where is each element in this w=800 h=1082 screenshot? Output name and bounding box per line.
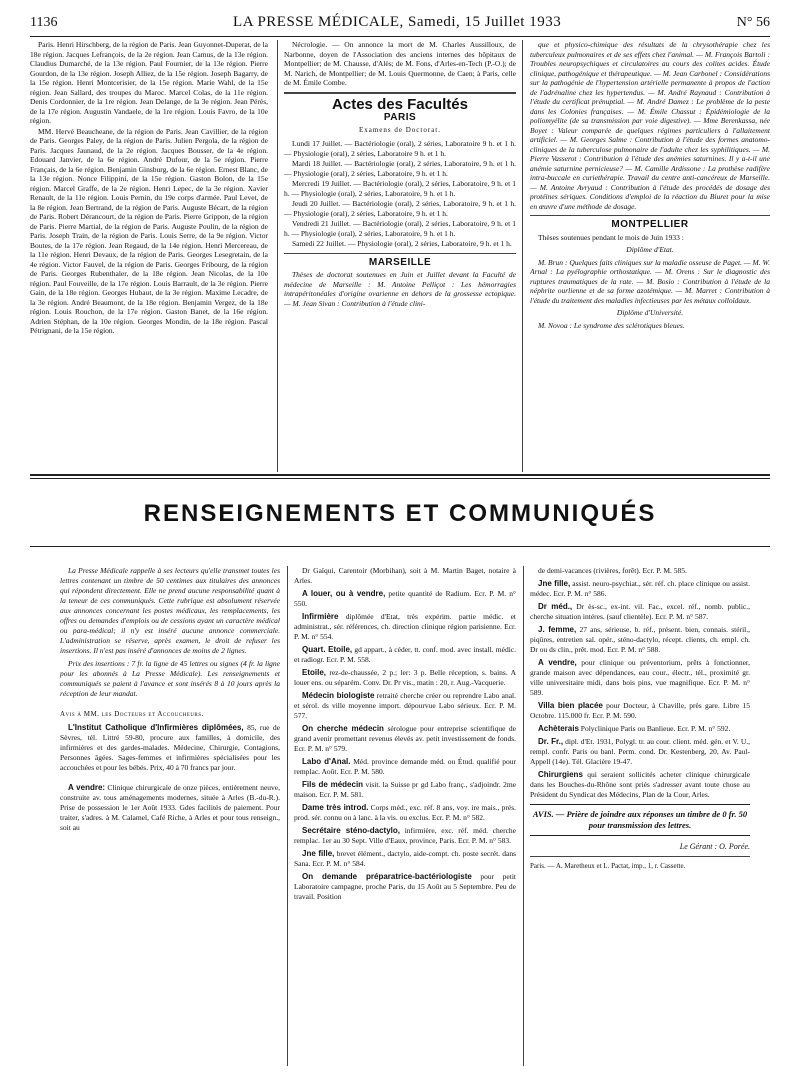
ad-lead: Médecin biologiste [302, 691, 375, 700]
ad-text: dipl. d'Et. 1931, Polygl. tr. au cour. client. méd. gén. et V. U., rempl. confr. Paris ou banl. Perm. cond. Dr. Kestenberg, 20, Av. Paul-Appell (14e). Tél. Glacière 19-47. [530, 737, 750, 766]
classifieds-section [60, 566, 750, 1066]
montpellier-universite-thesis: M. Novoa : Le syndrome des sclérotiques bleues. [538, 320, 685, 330]
classified-ad [294, 612, 516, 642]
journal-header: LA PRESSE MÉDICALE, Samedi, 15 Juillet 1933 [233, 14, 562, 30]
promotion-list-1: Paris. Henri Hirschberg, de la région de Paris. Jean Guyonnet-Duperat, de la 18e région. Jacques Lefrançois, de la 2e région. Jean Camus, de la 13e région. Claudius Dumarché, de la 13e région. Paul Fournier, de la 13e région. Pierre Gourdon, de la 13e région. Joseph Alliez, de la 15e région. Joseph Bagarry, de la 15e région. Henri Montcerisier, de la 15e région. Marie Wahl, de la 15e région. Jean Sallard, des troupes du Maroc. Marcel Colas, de la 11e région. Denis Cordonnier, de la 1re région. Jean Delange, de la 3e région. Jean Pérès, de la 17e région. Augustin Vandaele, de la 1re région. Louis Favro, de la 10e région. [30, 40, 268, 125]
divider [284, 253, 516, 254]
classified-ad [294, 724, 516, 754]
page-number: 1136 [30, 15, 58, 30]
top-section [30, 40, 770, 472]
top-column-1 [30, 40, 268, 472]
printer-imprint: Paris. — A. Maretheux et L. Pactat, imp., 1, r. Cassette. [530, 856, 750, 871]
exam-entry: Mercredi 19 Juillet. — Bactériologie (oral), 2 séries, Laboratoire, 9 h. et 1 h. — Physiologie (oral), 2 séries, Laboratoire, 9 h. et 1 h. [284, 179, 516, 198]
ad-text: pour clinique ou préventorium, prêts à fonctionner, grande maison avec dépendances, eau cour., électr., tél., proximité gr. ville universitaire midi, dans bois pins, vue magnifique. Ecr. P. M. n° 589. [530, 658, 750, 697]
running-head [30, 14, 770, 36]
marseille-heading: MARSEILLE [368, 256, 432, 268]
ad-lead: Villa bien placée [538, 701, 603, 710]
classified-ad [530, 602, 750, 622]
ad-lead: A louer, ou à vendre, [302, 589, 386, 598]
ad-lead: Dame très introd. [302, 803, 369, 812]
facultes-title: Actes des Facultés [332, 95, 468, 113]
ad-lead: Labo d'Anal. [302, 757, 351, 766]
classified-ad [294, 589, 516, 609]
divider [530, 215, 770, 216]
column-divider [287, 566, 288, 1066]
classified-ad [530, 737, 750, 767]
marseille-theses: Thèses de doctorat soutenues en Juin et Juillet devant la Faculté de médecine de Marseille : M. Antoine Pelliçot : Les hémorragies intrapéritonéales d'origine ovarienne en dehors de la grossesse ectopique. — M. Jean Sivan : Contribution à l'étude clini- [284, 270, 516, 308]
section-rule [30, 546, 770, 547]
ad-lead: L'Institut Catholique d'Infirmières diplômées, [68, 723, 244, 732]
ad-lead: Etoile, [302, 668, 327, 677]
classified-ad [530, 701, 750, 721]
classified-ad [530, 724, 750, 734]
classified-ad [294, 872, 516, 902]
ad-text: infirmière, exc. réf. méd. cherche remplac. 1er au 30 Sept. Ville d'Eaux, province, Paris. Ecr. P. M. n° 583. [294, 826, 516, 845]
ad-text: Dr Gaïqui, Carentoir (Morbihan), soit à M. Martin Baget, notaire à Arles. [294, 566, 516, 585]
ad-lead: J. femme, [538, 625, 577, 634]
ad-lead: Dr méd., [538, 602, 573, 611]
classified-ad [294, 826, 516, 846]
montpellier-theses: M. Brun : Quelques faits cliniques sur la maladie osseuse de Paget. — M. W. Arnal : La pyélographie orthostatique. — M. Orens : Sur le diagnostic des ruptures traumatiques de la rate. — M. Bosio : Contribution à l'étude de la néphrite ourlienne et de sa forme azotémique. — M. Marret : Contribution à l'étude du traitement des maladies infectieuses par les métaux colloïdaux. [530, 257, 770, 305]
classified-ad [530, 566, 750, 576]
ad-text: 27 ans, sérieuse, b. réf., présent. bien, connais. stéril., piqûres, entretien sal. opér., sténo-dactylo, récept. clients, ch. empl. ch. Dr ou ds clin., prêt. mod. Ecr. P. M. n° 588. [530, 625, 750, 654]
ad-text: pour petit Laboratoire campagne, proche Paris, du 15 Août au 5 Septembre. Peu de travail. Position [294, 872, 516, 901]
column-divider [277, 40, 278, 472]
issue-number: N° 56 [736, 15, 770, 30]
column-divider [523, 566, 524, 1066]
ad-text: Dr ès-sc., ex-int. vil. Fac., excel. réf., nomb. public., cherche situation intéres. (sauf clientèle). Ecr. P. M. n° 587. [530, 602, 750, 621]
classified-ad [530, 658, 750, 698]
exam-entry: Lundi 17 Juillet. — Bactériologie (oral), 2 séries, Laboratoire 9 h. et 1 h. — Physiologie (oral), 2 séries, Laboratoire 9 h. et 1 h. [284, 139, 516, 158]
ad-lead: On cherche médecin [302, 724, 384, 733]
ad-lead: Chirurgiens [538, 770, 583, 779]
diplome-etat-heading: Diplôme d'Etat. [626, 245, 674, 254]
divider [284, 92, 516, 94]
section-title: RENSEIGNEMENTS ET COMMUNIQUÉS [143, 500, 657, 527]
classified-ad [60, 783, 280, 833]
classified-ad [294, 780, 516, 800]
journal-title: LA PRESSE MÉDICALE [233, 14, 400, 30]
header-rule [30, 36, 770, 37]
top-column-3 [530, 40, 770, 472]
ad-lead: Quart. Etoile, [302, 645, 353, 654]
ad-text: rez-de-chaussée, 2 p.; ler: 3 p. Belle réception, s. bains. A louer ens. ou séparém. Conv. Dr. Pr vis., matin : 20, r. Aug.-Vacquerie. [294, 668, 516, 687]
ad-lead: Jne fille, [538, 579, 571, 588]
exam-entry: Vendredi 21 Juillet. — Bactériologie (oral), 2 séries, Laboratoire, 9 h. et 1 h. — Physiologie (oral), 2 séries, Laboratoire, 9 h. et 1 h. [284, 219, 516, 238]
classified-ad [294, 691, 516, 721]
ad-text: de demi-vacances (rivières, forêt). Ecr. P. M. 585. [538, 566, 687, 575]
classified-ad [530, 770, 750, 800]
ad-lead: Dr. Fr., [538, 737, 564, 746]
ad-text: assist. neuro-psychiat., sér. réf. ch. place clinique ou assist. médec. Ecr. P. M. n° 586. [530, 579, 750, 598]
classified-ad [294, 757, 516, 777]
marseille-theses-continued: que et physico-chimique des résultats de la chrysothérapie chez les tuberculeux pulmonaires et de ses effets chez l'animal. — M. François Bartoli : Troubles neuropsychiques et circulatoires au cours des colites acides. Étude clinique, pathogénique et thérapeutique. — M. Jean Carbonel : Considérations sur la pathogénie de l'hypertension artérielle permanente à propos de l'action de l'adrénaline chez les hypertendus. — M. André Raynaud : Contribution à l'étude du certificat prénuptial. — M. André Damez : Le problème de la peste dans les Colonies françaises. — M. Émile Chassut : Épidémiologie de la poliomyélite (de sa transmission par voie digestive). — Mme Berenkassa, née Boyet : Valeur comparée de quelques régimes particuliers à l'allaitement artificiel. — M. Georges Salme : Contribution à l'étude des formes anatomo-cliniques de la tuberculose pulmonaire de l'adulte chez les syphilitiques. — M. Pierre Vasserot : Contribution à l'étude des anémies saturnines. Il y a-t-il une anémie saturnine pernicieuse? — M. Camille Ardissone : La prothèse radifère intra-buccale en curiethérapie. Travail du centre anti-cancéreux de Marseille. — M. Antoine Avryaud : Contribution à l'étude des procédés de dosage des protéines sériques. Conditions d'emploi de la réaction du Biuret pour la mise en œuvre d'une méthode de dosage. [530, 40, 770, 211]
classifieds-column-1 [60, 566, 280, 1066]
promotion-list-2: MM. Hervé Beaucheane, de la région de Paris. Jean Cavillier, de la région de Paris. Georges Paley, de la région de Paris. Julien Pergola, de la région de Paris. Jacques Jaunaud, de la 2e région. Jacques Bousser, de la 4e région. Edouard Janvier, de la 6e région. André Dufour, de la 5e région. Pierre Français, de la 6e région. Benjamin Ginsburg, de la 6e région. Ernest Blanc, de la 13e région. Nonce Filippini, de la 15e région. Gaston Bolon, de la 15e région. Marcel Graffe, de la 2e région. Henri Lepec, de la 3e région. Xavier Renault, de la 11e région. Louis Pernin, du 19e corps d'armée. Paul Levet, de la 8e région. Jean Bertrand, de la région de Paris. Auguste Bécart, de la région de Paris. Robert Dérancourt, de la région de Paris. Pierre Grippon, de la région de Paris. Pierre Martial, de la région de Paris. Auguste Poulin, de la région de Paris. Joseph Train, de la région de Paris. Louis Serre, de la 9e région. Victor Boutes, de la 17e région. Jean Regaud, de la 14e région. Henri Mercereau, de la 11e région. Henri Devaux, de la région de Paris. Georges Lesegretain, de la 4e région. Victor Fauvel, de la région de Paris. Georges Fribourg, de la région de Paris. Georges Rubenthaler, de la 18e région. Jean Nicolas, de la 10e région. Paul Fouveille, de la 17e région. Louis Barrault, de la 3e région. Pierre Gain, de la 18e région. Georges Hubaut, de la 3e région. Maxime Lecadre, de la 3e région. André Beaumont, de la 18e région. Benjamin Vergez, de la 18e région. Louis Rouchon, de la 17e région. Gaston Banet, de la 16e région. Adrien Stéphan, de la 10e région. Georges Mondin, de la 18e région. Pascal Pétrignani, de la 15e région. [30, 126, 268, 335]
classified-ad [294, 566, 516, 586]
exam-entry: Samedi 22 Juillet. — Physiologie (oral), 2 séries, Laboratoire, 9 h. et 1 h. [292, 239, 512, 248]
montpellier-intro: Thèses soutenues pendant le mois de Juin 1933 : [538, 232, 684, 242]
avis-box: AVIS. — Prière de joindre aux réponses un timbre de 0 fr. 50 pour transmission des lettres. [530, 804, 750, 836]
column-divider [522, 40, 523, 472]
ad-text: diplômée d'Etat, très expérim. partie médic. et administrat., sér. références, ch. direction clinique région parisienne. Ecr. P. M. n° 554. [294, 612, 516, 641]
necrologie-text: Nécrologie. — On annonce la mort de M. Charles Aussilloux, de Narbonne, doyen de l'Association des anciens internes des hôpitaux de Montpellier; de M. Chausse, d'Alès; de M. Fons, d'Arles-en-Tech (P.-O.); de M. Narich, de Montpellier; de M. Louis Quermonne, de Caen; à Paris, celle de M. Émile Combe. [284, 40, 516, 87]
gerant-signature: Le Gérant : O. Porée. [679, 842, 750, 851]
diplome-universite-heading: Diplôme d'Université. [616, 308, 684, 317]
classified-ad [60, 723, 280, 773]
ad-lead: Jne fille, [302, 849, 335, 858]
avis-heading: Avis à MM. les Docteurs et Accoucheurs. [60, 710, 204, 718]
ad-lead: A vendre, [538, 658, 577, 667]
montpellier-heading: MONTPELLIER [611, 219, 689, 230]
ad-text: petite quantité de Radium. Ecr. P. M. n° 550. [294, 589, 516, 608]
classified-ad [530, 625, 750, 655]
ad-lead: Fils de médecin [302, 780, 364, 789]
exam-entry: Mardi 18 Juillet. — Bactériologie (oral), 2 séries, Laboratoire, 9 h. et 1 h. — Physiologie (oral), 2 séries, Laboratoire, 9 h. et 1 h. [284, 159, 516, 178]
ad-text: retraité cherche créer ou reprendre Labo anal. et sérol. ds ville moyenne import. dépourvue Labo sérieux. Ecr. P. M. 577. [294, 691, 516, 720]
ad-text: brevet élément., dactylo, aide-compt. ch. poste secrét. dans Sana. Ecr. P. M. n° 584. [294, 849, 516, 868]
ad-text: Polyclinique Paris ou Banlieue. Ecr. P. M. n° 592. [580, 724, 731, 733]
paris-heading: PARIS [383, 112, 417, 123]
ad-lead: Secrétaire sténo-dactylo, [302, 826, 400, 835]
classifieds-column-3 [530, 566, 750, 1066]
section-rule [30, 474, 770, 476]
section-rule [30, 478, 770, 479]
ad-text: sérologue pour entreprise scientifique de grand avenir promettant revenus élevés av. petit investissement de fonds. Ecr. P. M. n° 579. [294, 724, 516, 753]
ad-lead: A vendre: [68, 783, 106, 792]
pricing-notice: Prix des insertions : 7 fr. la ligne de 45 lettres ou signes (4 fr. la ligne pour les abonnés à La Presse Médicale). Les renseignements et communiqués se paient à l'avance et sont insérés 8 à 10 jours après la réception de leur mandat. [60, 659, 280, 698]
ad-lead: On demande préparatrice-bactériologiste [302, 872, 472, 881]
classified-ad [294, 849, 516, 869]
exam-entry: Jeudi 20 Juillet. — Bactériologie (oral), 2 séries, Laboratoire, 9 h. et 1 h. — Physiologie (oral), 2 séries, Laboratoire, 9 h. et 1 h. [284, 199, 516, 218]
ad-lead: Achèterais [538, 724, 579, 733]
editorial-notice: La Presse Médicale rappelle à ses lecteurs qu'elle transmet toutes les lettres contenant un timbre de 50 centimes aux titulaires des annonces qui répondent directement. Elle ne prend aucune responsabilité quant à la teneur de ces communiqués. Cette rubrique est absolument réservée aux annonces concernant les postes médicaux, les remplacements, les offres ou demandes d'emplois ou de cessions ayant un caractère médical ou para-médical; il n'y est inséré aucune annonce commerciale. L'administration se réserve, après examen, le droit de refuser les insertions. Il n'est pas inséré d'annonces de moins de 2 lignes. [60, 566, 280, 655]
exam-heading: Examens de Doctorat. [358, 125, 441, 134]
classified-ad [294, 803, 516, 823]
top-column-2 [284, 40, 516, 472]
ad-text: Corps méd., exc. réf. 8 ans, voy. ire mais., prés. prod. sér. connu ou à lanc. à la vis. ou exclus. Ecr. P. M. n° 582. [294, 803, 516, 822]
ad-text: 85, rue de Sèvres, tél. Littré 59-80, procure aux familles, à domicile, des infirmières et des gardes-malades. Médecine, Chirurgie, Contagions, Personnes âgées. Sages-femmes et infirmières spécialisées pour les accouchées et pour les bébés. Prix, 40 à 70 francs par jour. [60, 723, 280, 772]
ad-text: qui seraient sollicités acheter clinique chirurgicale dans les Bouches-du-Rhône sont priés s'adresser avant toute chose au Président du Syndicat des Médecins, Plan de la Cour, Arles. [530, 770, 750, 799]
classifieds-column-2 [294, 566, 516, 1066]
classified-ad [294, 645, 516, 665]
ad-text: gd appart., à céder, tt. conf. mod. avec install. médic. et radiogr. Ecr. P. M. 558. [294, 645, 516, 664]
ad-text: pour Docteur, à Chaville, près gare. Libre 15 Octobre. 115.000 fr. Ecr. P. M. 590. [530, 701, 750, 720]
ad-text: Méd. province demande méd. ou Étud. qualifié pour remplac. Août. Ecr. P. M. 580. [294, 757, 516, 776]
classified-ad [294, 668, 516, 688]
ad-lead: Infirmière [302, 612, 339, 621]
classified-ad [530, 579, 750, 599]
issue-date: Samedi, 15 Juillet 1933 [408, 14, 562, 30]
ad-text: visit. la Suisse pr gd Labo franç., s'adjoindr. 2me maison. Ecr. P. M. 581. [294, 780, 516, 799]
ad-text: Clinique chirurgicale de onze pièces, entièrement neuve, construite av. tous aménagements modernes, située à Arles (B.-du-R.). Prise de possession le 1er Août 1933. Gdes facilités de paiement. Pour traiter, s'adres. à M. Calamel, Café Riche, à Arles et pour tous renseign., soit au [60, 783, 280, 832]
